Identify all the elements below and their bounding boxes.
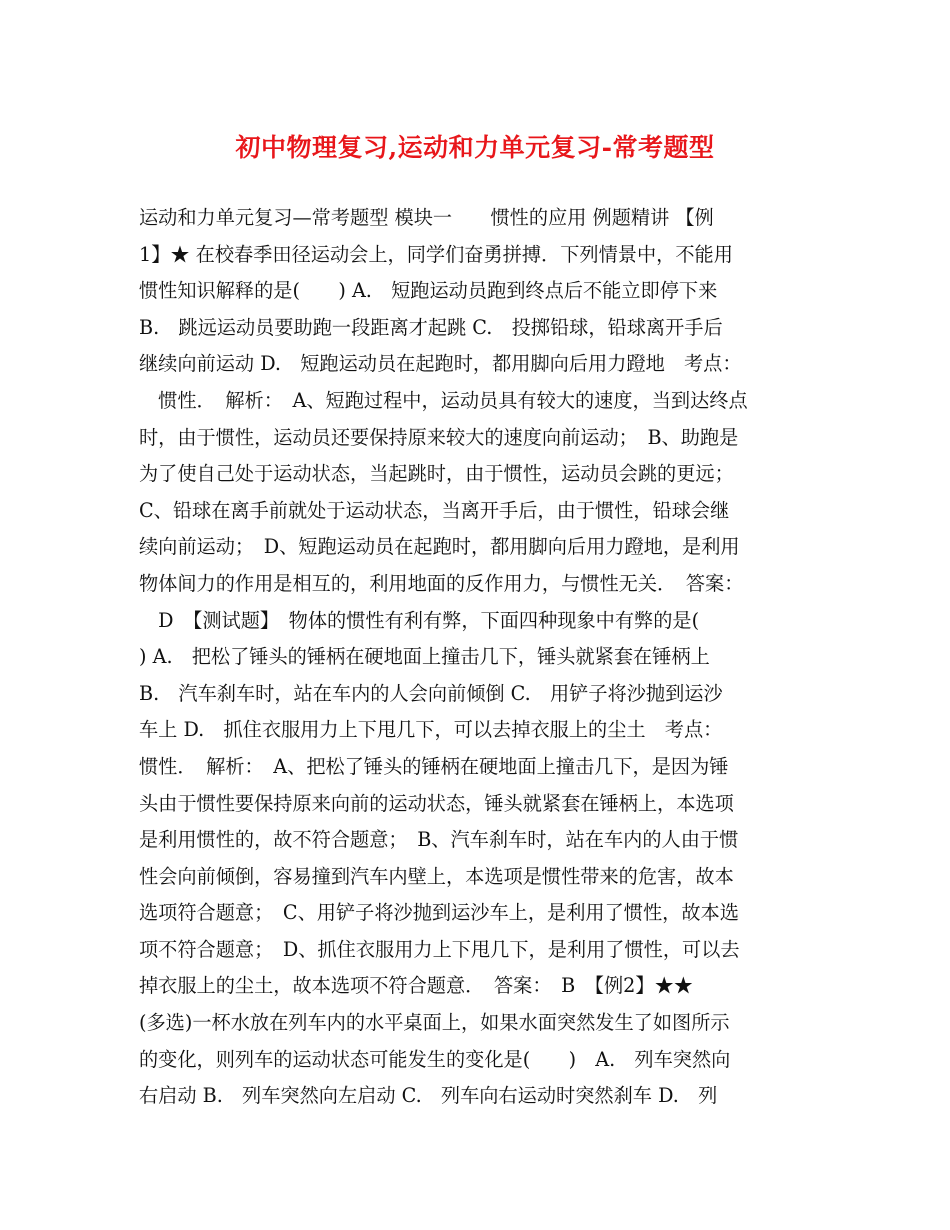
text-line: 时，由于惯性，运动员还要保持原来较大的速度向前运动； B、助跑是 bbox=[139, 425, 739, 449]
text-line: (多选)一杯水放在列车内的水平桌面上，如果水面突然发生了如图所示 bbox=[139, 1011, 730, 1035]
text-line: 是利用惯性的，故不符合题意； B、汽车刹车时，站在车内的人由于惯 bbox=[139, 828, 739, 852]
text-line: 选项符合题意； C、用铲子将沙抛到运沙车上，是利用了惯性，故本选 bbox=[139, 901, 739, 925]
text-line: 为了使自己处于运动状态，当起跳时，由于惯性，运动员会跳的更远； bbox=[139, 462, 734, 486]
text-line: 右启动 B. 列车突然向左启动 C. 列车向右运动时突然刹车 D. 列 bbox=[139, 1084, 718, 1108]
text-line: 性会向前倾倒，容易撞到汽车内壁上，本选项是惯性带来的危害，故本 bbox=[139, 864, 734, 888]
text-line: B. 汽车刹车时，站在车内的人会向前倾倒 C. 用铲子将沙抛到运沙 bbox=[139, 681, 723, 705]
text-line: 头由于惯性要保持原来向前的运动状态，锤头就紧套在锤柄上，本选项 bbox=[139, 791, 734, 815]
text-line: 的变化，则列车的运动状态可能发生的变化是( ) A. 列车突然向 bbox=[139, 1047, 731, 1071]
body-text bbox=[139, 200, 815, 1115]
text-line: 物体间力的作用是相互的，利用地面的反作用力，与惯性无关． 答案： bbox=[139, 571, 744, 595]
page-title: 初中物理复习,运动和力单元复习-常考题型 bbox=[235, 133, 715, 162]
text-line: 惯性． 解析： A、短跑过程中，运动员具有较大的速度，当到达终点 bbox=[139, 388, 748, 412]
text-line: 1】★ 在校春季田径运动会上，同学们奋勇拼搏．下列情景中，不能用 bbox=[139, 242, 733, 266]
text-line: C、铅球在离手前就处于运动状态，当离开手后，由于惯性，铅球会继 bbox=[139, 498, 730, 522]
text-line: 继续向前运动 D. 短跑运动员在起跑时，都用脚向后用力蹬地 考点： bbox=[139, 352, 742, 376]
text-line: 掉衣服上的尘土，故本选项不符合题意． 答案： B 【例2】★★ bbox=[139, 974, 693, 998]
text-line: 续向前运动； D、短跑运动员在起跑时，都用脚向后用力蹬地，是利用 bbox=[139, 535, 740, 559]
text-line: 运动和力单元复习—常考题型 模块一 惯性的应用 例题精讲 【例 bbox=[139, 206, 714, 229]
text-line: ) A. 把松了锤头的锤柄在硬地面上撞击几下，锤头就紧套在锤柄上 bbox=[139, 645, 710, 669]
text-line: B. 跳远运动员要助跑一段距离才起跳 C. 投掷铅球，铅球离开手后 bbox=[139, 315, 723, 339]
text-line: 车上 D. 抓住衣服用力上下甩几下，可以去掉衣服上的尘土 考点： bbox=[139, 718, 723, 742]
text-line: D 【测试题】 物体的惯性有利有弊，下面四种现象中有弊的是( bbox=[139, 608, 700, 632]
text-line: 惯性． 解析： A、把松了锤头的锤柄在硬地面上撞击几下，是因为锤 bbox=[139, 754, 729, 778]
text-line: 项不符合题意； D、抓住衣服用力上下甩几下，是利用了惯性，可以去 bbox=[139, 937, 740, 961]
text-line: 惯性知识解释的是( ) A. 短跑运动员跑到终点后不能立即停下来 bbox=[139, 279, 718, 303]
